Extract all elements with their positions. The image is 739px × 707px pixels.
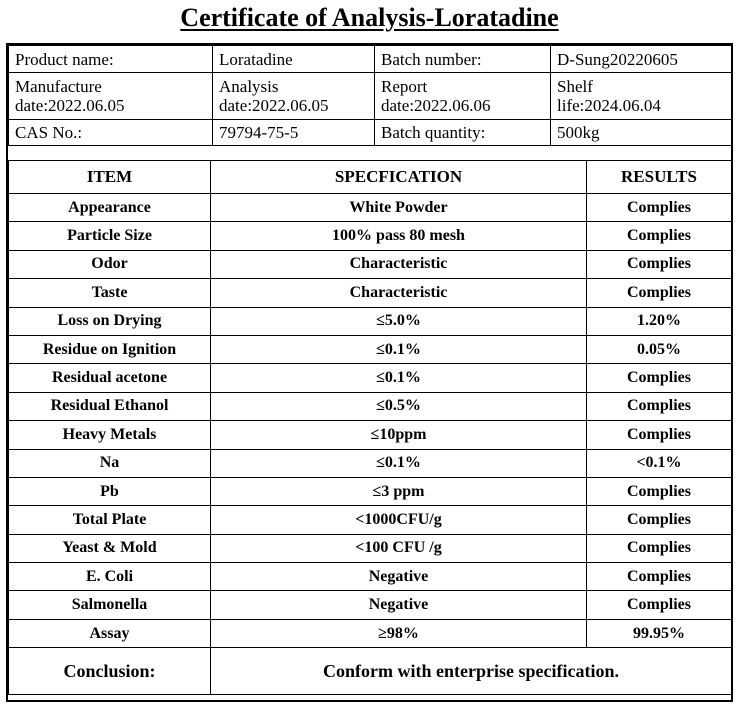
table-row — [9, 449, 732, 477]
report-label: Report — [381, 77, 428, 96]
info-row-product — [9, 46, 732, 73]
item-cell: Total Plate — [9, 506, 211, 534]
result-cell: Complies — [587, 250, 732, 278]
spec-cell: ≤0.1% — [211, 364, 587, 392]
item-cell: E. Coli — [9, 563, 211, 591]
batch-number-value: D-Sung20220605 — [551, 46, 732, 73]
spec-cell: Negative — [211, 591, 587, 619]
analysis-date: date:2022.06.05 — [219, 96, 329, 115]
spec-cell: <1000CFU/g — [211, 506, 587, 534]
result-cell: 1.20% — [587, 307, 732, 335]
spec-cell: ≤3 ppm — [211, 477, 587, 505]
batch-quantity-value: 500kg — [551, 120, 732, 146]
spec-cell: ≤10ppm — [211, 421, 587, 449]
analysis-table — [8, 160, 732, 695]
product-info-table — [8, 45, 732, 146]
spec-cell: Negative — [211, 563, 587, 591]
result-cell: 0.05% — [587, 335, 732, 363]
table-row — [9, 335, 732, 363]
table-row — [9, 279, 732, 307]
result-cell: Complies — [587, 591, 732, 619]
table-row — [9, 619, 732, 647]
table-row — [9, 534, 732, 562]
spec-cell: ≤0.1% — [211, 335, 587, 363]
table-row — [9, 563, 732, 591]
result-cell: Complies — [587, 279, 732, 307]
header-item: ITEM — [9, 161, 211, 194]
conclusion-row — [9, 648, 732, 695]
info-row-cas — [9, 120, 732, 146]
item-cell: Particle Size — [9, 222, 211, 250]
table-row — [9, 222, 732, 250]
result-cell: <0.1% — [587, 449, 732, 477]
spec-cell: ≤0.5% — [211, 392, 587, 420]
table-row — [9, 250, 732, 278]
cas-label: CAS No.: — [9, 120, 213, 146]
header-specification: SPECFICATION — [211, 161, 587, 194]
spec-cell: <100 CFU /g — [211, 534, 587, 562]
spec-cell: 100% pass 80 mesh — [211, 222, 587, 250]
product-name-label: Product name: — [9, 46, 213, 73]
shelf-label: Shelf — [557, 77, 593, 96]
result-cell: Complies — [587, 392, 732, 420]
spec-cell: ≥98% — [211, 619, 587, 647]
table-row — [9, 194, 732, 222]
table-row — [9, 421, 732, 449]
result-cell: Complies — [587, 222, 732, 250]
analysis-label: Analysis — [219, 77, 279, 96]
item-cell: Residual acetone — [9, 364, 211, 392]
shelf-life-cell — [551, 73, 732, 120]
manufacture-date-cell — [9, 73, 213, 120]
table-row — [9, 392, 732, 420]
report-date: date:2022.06.06 — [381, 96, 491, 115]
analysis-header-row — [9, 161, 732, 194]
result-cell: Complies — [587, 194, 732, 222]
product-name-value: Loratadine — [213, 46, 375, 73]
header-results: RESULTS — [587, 161, 732, 194]
spec-cell: ≤5.0% — [211, 307, 587, 335]
item-cell: Taste — [9, 279, 211, 307]
item-cell: Loss on Drying — [9, 307, 211, 335]
result-cell: Complies — [587, 421, 732, 449]
item-cell: Salmonella — [9, 591, 211, 619]
item-cell: Odor — [9, 250, 211, 278]
item-cell: Pb — [9, 477, 211, 505]
result-cell: Complies — [587, 506, 732, 534]
result-cell: 99.95% — [587, 619, 732, 647]
document-title: Certificate of Analysis-Loratadine — [180, 3, 559, 32]
item-cell: Residue on Ignition — [9, 335, 211, 363]
item-cell: Appearance — [9, 194, 211, 222]
spec-cell: Characteristic — [211, 250, 587, 278]
table-row — [9, 307, 732, 335]
item-cell: Heavy Metals — [9, 421, 211, 449]
report-date-cell — [375, 73, 551, 120]
table-row — [9, 364, 732, 392]
shelf-life: life:2024.06.04 — [557, 96, 661, 115]
result-cell: Complies — [587, 364, 732, 392]
cas-value: 79794-75-5 — [213, 120, 375, 146]
analysis-date-cell — [213, 73, 375, 120]
spec-cell: ≤0.1% — [211, 449, 587, 477]
result-cell: Complies — [587, 563, 732, 591]
result-cell: Complies — [587, 534, 732, 562]
spec-cell: Characteristic — [211, 279, 587, 307]
table-row — [9, 591, 732, 619]
item-cell: Residual Ethanol — [9, 392, 211, 420]
conclusion-label: Conclusion: — [9, 648, 211, 695]
batch-quantity-label: Batch quantity: — [375, 120, 551, 146]
item-cell: Na — [9, 449, 211, 477]
info-row-dates — [9, 73, 732, 120]
item-cell: Assay — [9, 619, 211, 647]
batch-number-label: Batch number: — [375, 46, 551, 73]
manufacture-date: date:2022.06.05 — [15, 96, 125, 115]
spec-cell: White Powder — [211, 194, 587, 222]
item-cell: Yeast & Mold — [9, 534, 211, 562]
manufacture-label: Manufacture — [15, 77, 102, 96]
table-row — [9, 477, 732, 505]
conclusion-text: Conform with enterprise specification. — [211, 648, 732, 695]
result-cell: Complies — [587, 477, 732, 505]
table-row — [9, 506, 732, 534]
